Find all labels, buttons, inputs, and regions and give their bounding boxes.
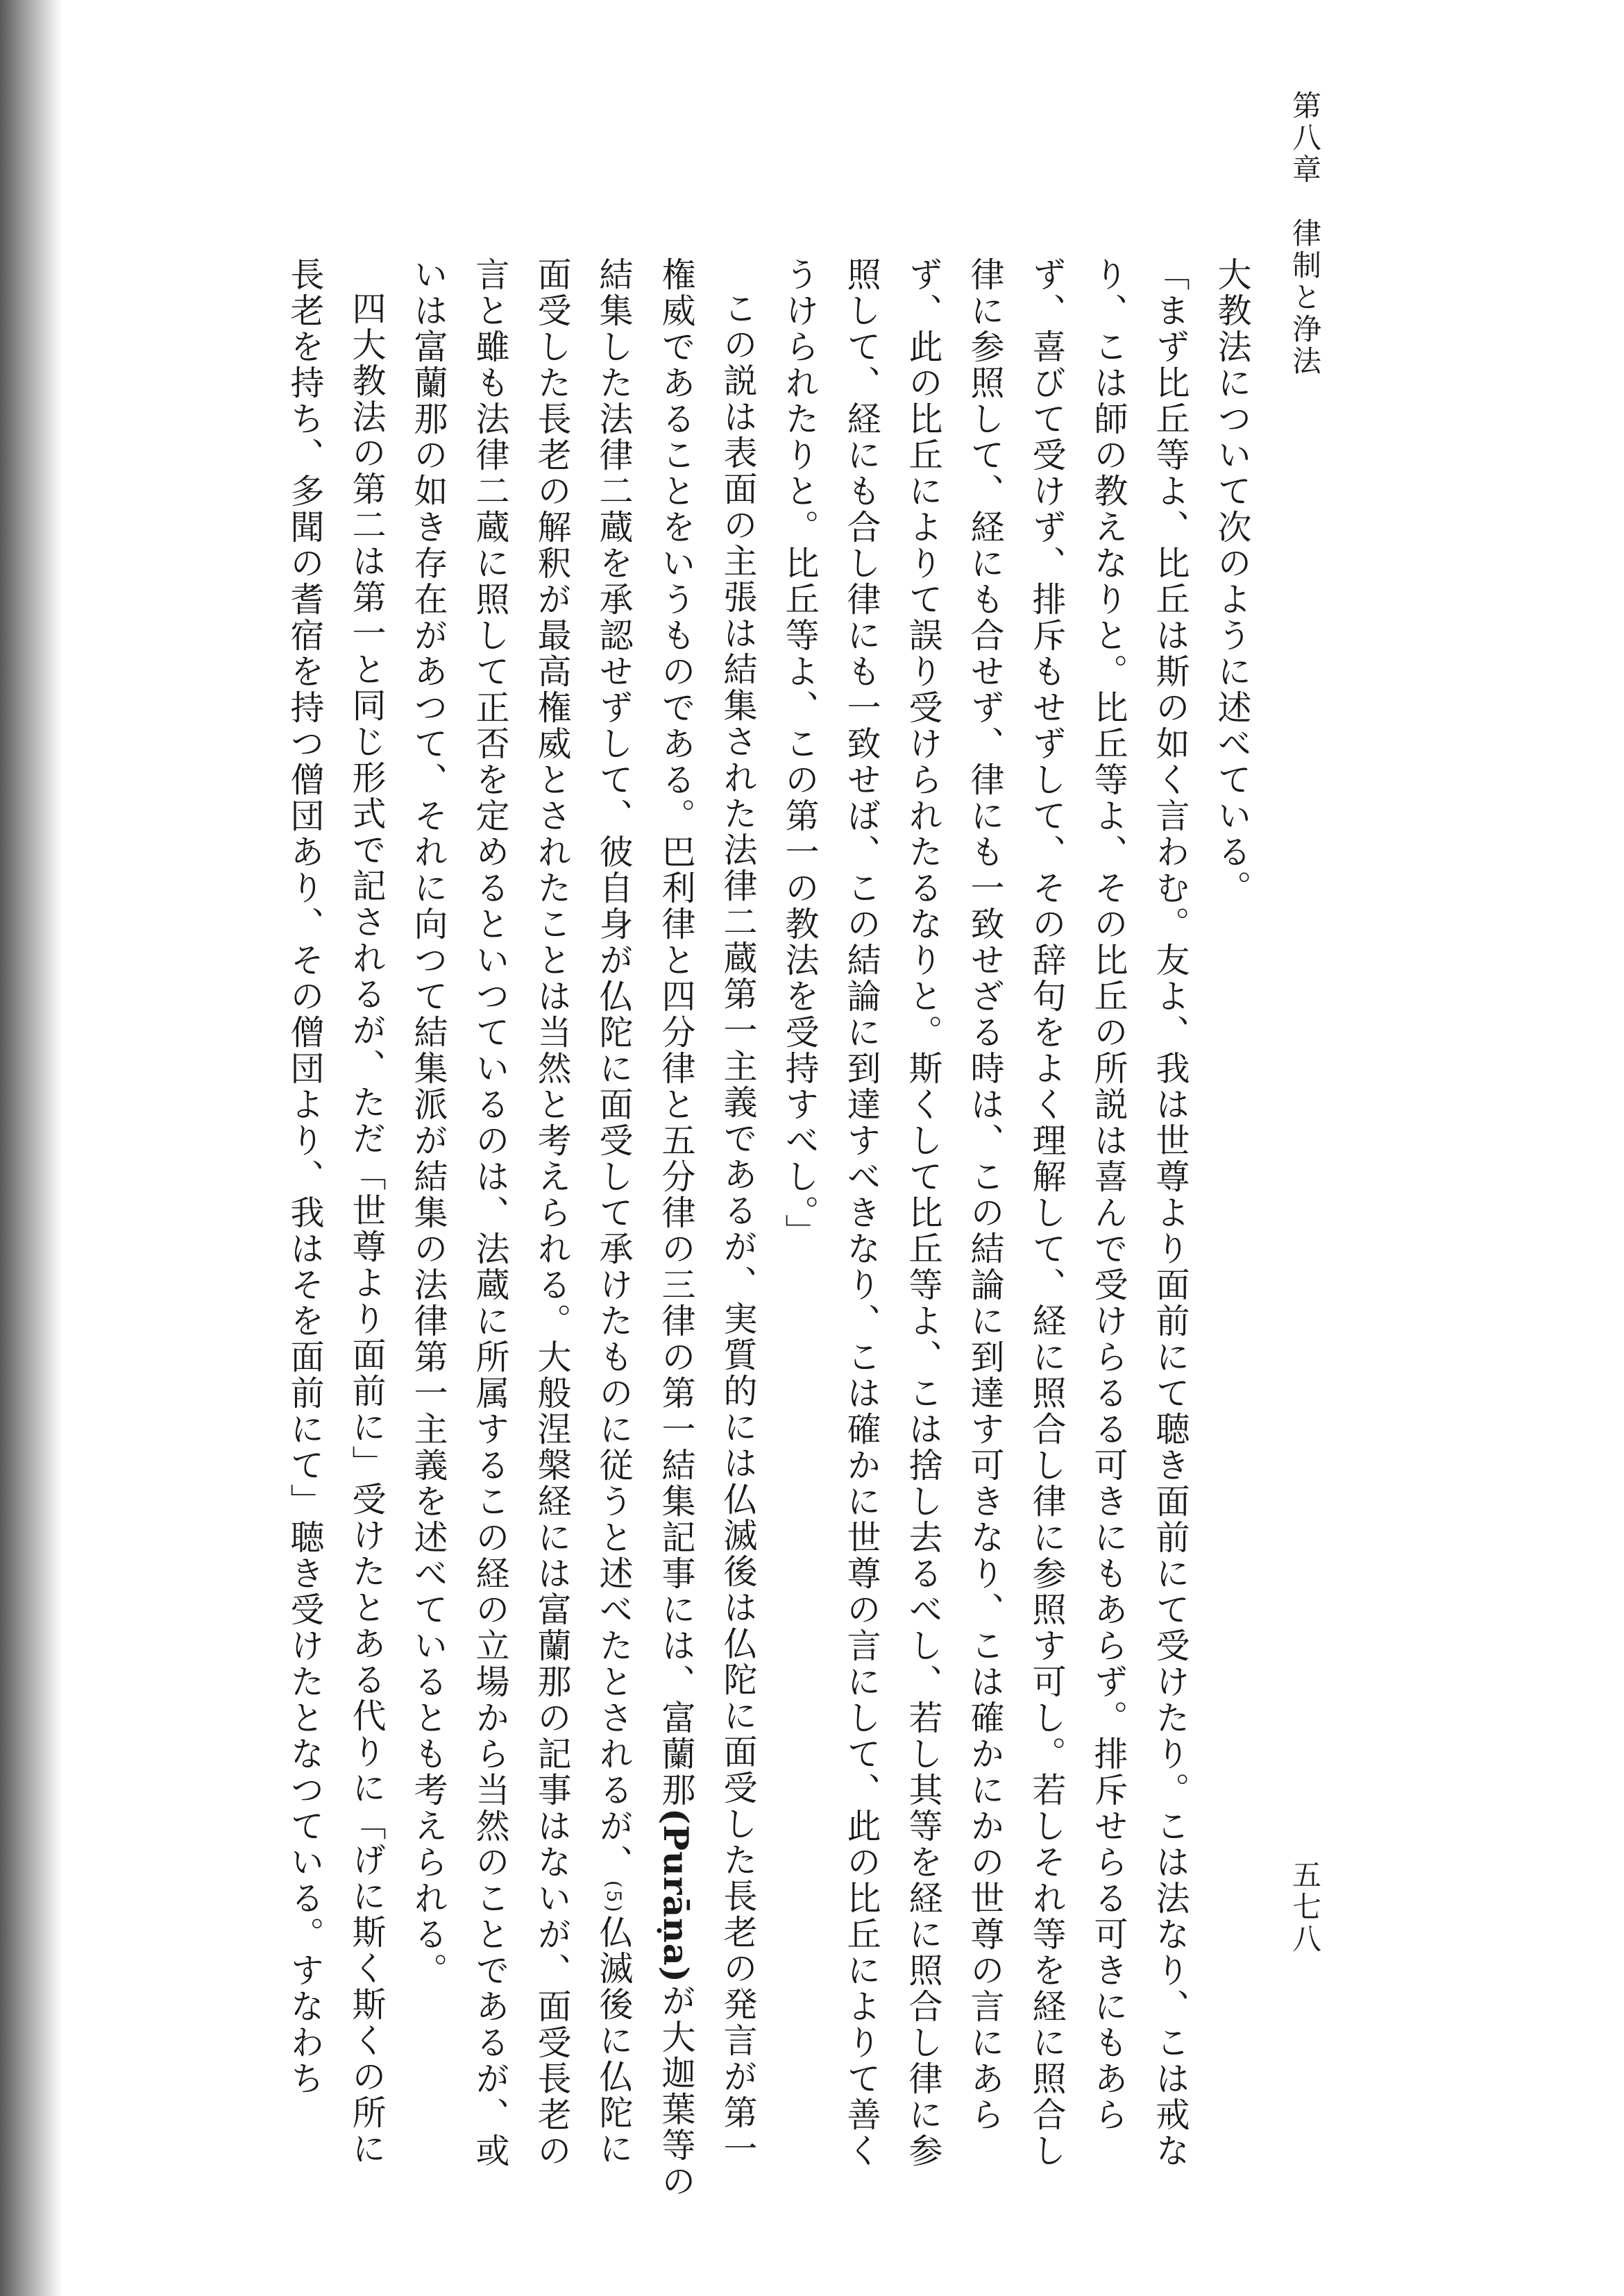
running-title: 第八章 律制と浄法 [1288, 90, 1322, 377]
paragraph-second-teaching: 四大教法の第二は第一と同じ形式で記されるが、ただ「世尊より面前に」受けたとある代りに「げに斯く斯くの所に長老を持ち、多聞の耆宿を持つ僧団あり、その僧団より、我はそを面前にて」聴き受けたとなつている。すなわち [285, 257, 387, 2167]
commentary-text-part1: この説は表面の主張は結集された法律二蔵第一主義であるが、実質的には仏滅後は仏陀に面受した長老の発言が第一権威であることをいうものである。巴利律と四分律と五分律の三律の第一結集記事には、富蘭那 [657, 257, 758, 2167]
paragraph-commentary [398, 257, 769, 2200]
page-number: 五七八 [1288, 1860, 1322, 1955]
purana-term: (Purāṇa) [656, 1808, 696, 1983]
page-gutter-shadow [0, 0, 62, 2296]
footnote-ref: (5) [602, 1880, 625, 1914]
body-text [90, 257, 1263, 2200]
commentary-text-part2: が大迦葉等の結集した法律二蔵を承認せずして、彼自身が仏陀に面受して承けたものに従うと述べたとされるが、 [594, 257, 696, 2200]
commentary-text-part3: 仏滅後に仏陀に面受した長老の解釈が最高権威とされたことは当然と考えられる。大般涅槃経には富蘭那の記事はないが、面受長老の言と雖も法律二蔵に照して正否を定めるといつているのは、法蔵に所属するこの経の立場から当然のことであるが、或いは富蘭那の如き存在があつて、それに向つて結集派が結集の法律第一主義を述べているとも考えられる。 [409, 257, 634, 2169]
paragraph-intro: 大教法について次のように述べている。 [1212, 257, 1252, 906]
paragraph-quote: 「まず比丘等よ、比丘は斯の如く言わむ。友よ、我は世尊より面前にて聴き面前にて受けたり。こは法なり、こは戒なり、こは師の教えなりと。比丘等よ、その比丘の所説は喜んで受けらるる可きにもあらず。排斥せらる可きにもあらず、喜びて受けず、排斥もせずして、その辞句をよく理解して、経に照合し律に参照す可し。若しそれ等を経に照合し律に参照して、経にも合せず、律にも一致せざる時は、この結論に到達す可きなり、こは確かにかの世尊の言にあらず、此の比丘によりて誤り受けられたるなりと。斯くして比丘等よ、こは捨し去るべし、若し其等を経に照合し律に参照して、経にも合し律にも一致せば、この結論に到達すべきなり、こは確かに世尊の言にして、此の比丘によりて善くうけられたりと。比丘等よ、この第一の教法を受持すべし。」 [780, 257, 1190, 2169]
